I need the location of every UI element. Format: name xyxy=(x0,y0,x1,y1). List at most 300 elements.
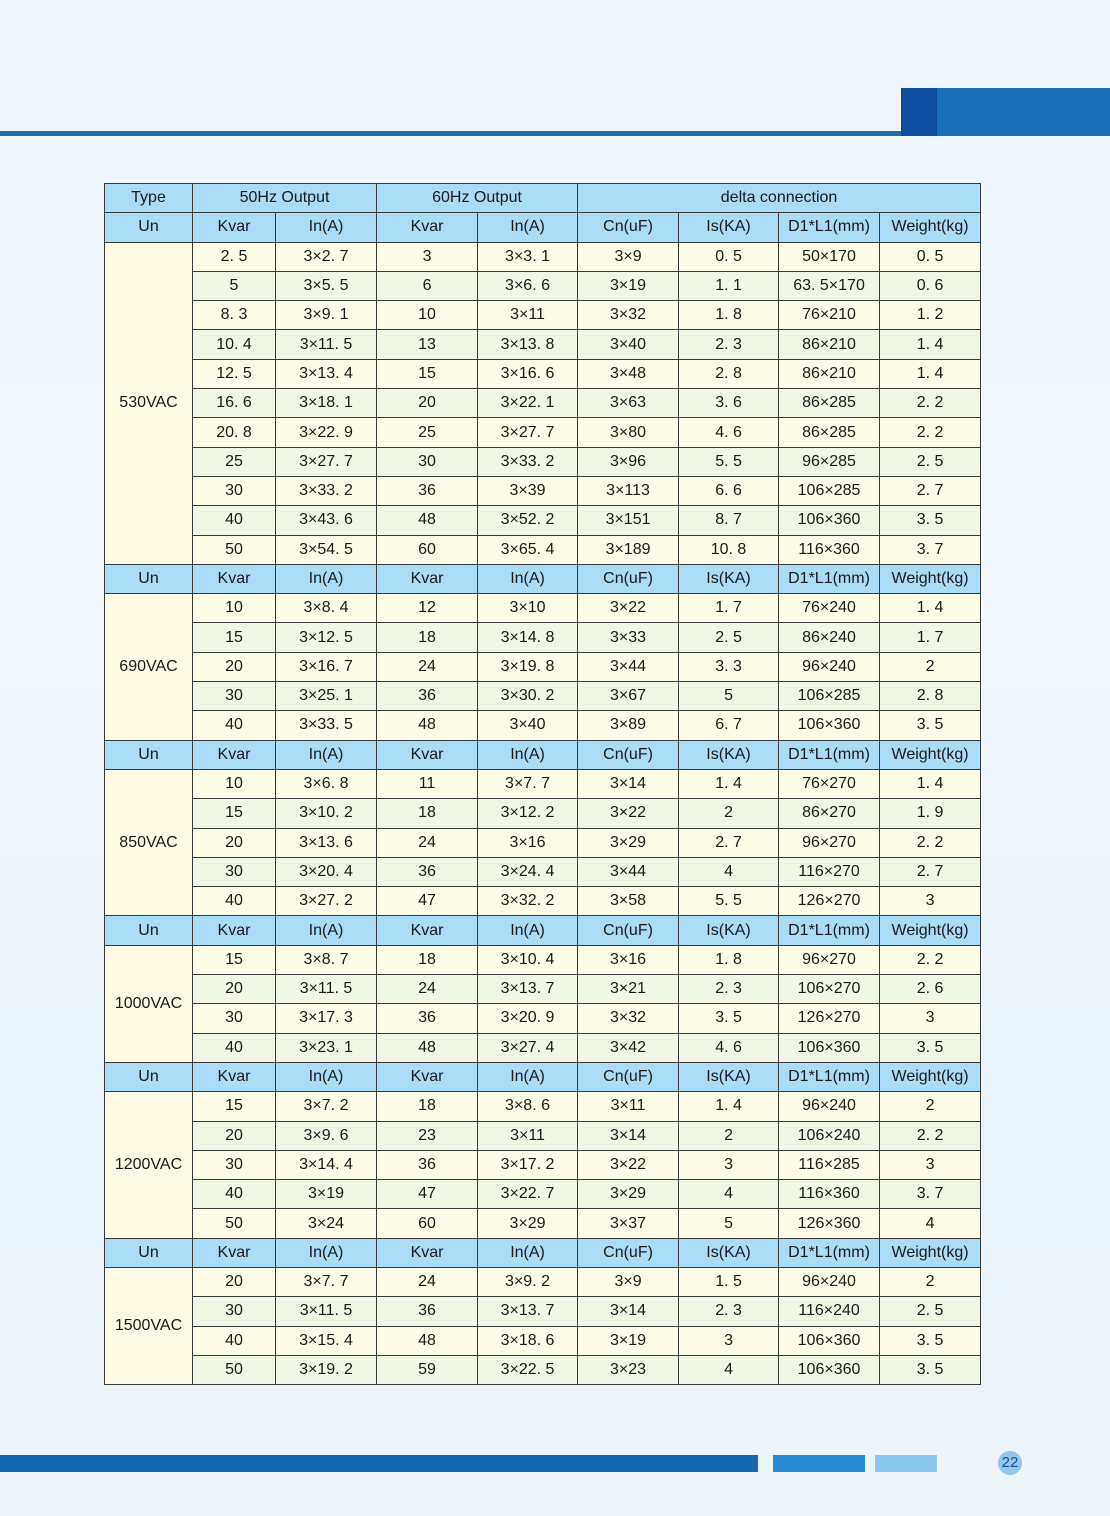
cell-is: 2. 5 xyxy=(679,623,779,652)
cell-d1-l1: 106×270 xyxy=(779,975,880,1004)
cell-is: 1. 7 xyxy=(679,594,779,623)
cell-is: 4. 6 xyxy=(679,418,779,447)
cell-kvar-60hz: 24 xyxy=(377,828,478,857)
cell-cn: 3×29 xyxy=(578,1180,679,1209)
voltage-rating: 850VAC xyxy=(105,769,193,915)
subheader-in-60hz: In(A) xyxy=(478,213,578,242)
cell-kvar-50hz: 2. 5 xyxy=(193,242,276,271)
cell-in-60hz: 3×24. 4 xyxy=(478,857,578,886)
table-row xyxy=(105,535,981,564)
cell-d1-l1: 76×240 xyxy=(779,594,880,623)
cell-cn: 3×37 xyxy=(578,1209,679,1238)
cell-d1-l1: 96×240 xyxy=(779,1092,880,1121)
cell-is: 1. 4 xyxy=(679,1092,779,1121)
subheader-is: Is(KA) xyxy=(679,1238,779,1267)
cell-is: 1. 8 xyxy=(679,301,779,330)
table-row xyxy=(105,1297,981,1326)
table-row xyxy=(105,594,981,623)
cell-cn: 3×63 xyxy=(578,389,679,418)
cell-weight: 1. 4 xyxy=(880,594,981,623)
subheader-in-50hz: In(A) xyxy=(276,916,377,945)
cell-cn: 3×29 xyxy=(578,828,679,857)
cell-weight: 1. 4 xyxy=(880,769,981,798)
cell-in-50hz: 3×24 xyxy=(276,1209,377,1238)
cell-weight: 3 xyxy=(880,1004,981,1033)
table-row xyxy=(105,359,981,388)
table-row xyxy=(105,1209,981,1238)
cell-kvar-60hz: 36 xyxy=(377,1150,478,1179)
sub-header-row xyxy=(105,916,981,945)
cell-cn: 3×16 xyxy=(578,945,679,974)
cell-d1-l1: 86×210 xyxy=(779,330,880,359)
cell-weight: 2. 2 xyxy=(880,389,981,418)
cell-d1-l1: 50×170 xyxy=(779,242,880,271)
cell-kvar-60hz: 13 xyxy=(377,330,478,359)
cell-d1-l1: 96×240 xyxy=(779,1267,880,1296)
subheader-kvar-50hz: Kvar xyxy=(193,740,276,769)
cell-in-60hz: 3×39 xyxy=(478,476,578,505)
cell-in-50hz: 3×13. 4 xyxy=(276,359,377,388)
cell-kvar-50hz: 25 xyxy=(193,447,276,476)
cell-cn: 3×22 xyxy=(578,594,679,623)
cell-in-60hz: 3×13. 7 xyxy=(478,975,578,1004)
cell-d1-l1: 116×270 xyxy=(779,857,880,886)
cell-kvar-60hz: 48 xyxy=(377,1326,478,1355)
header-rule xyxy=(0,131,902,136)
cell-kvar-50hz: 10 xyxy=(193,594,276,623)
cell-kvar-60hz: 24 xyxy=(377,975,478,1004)
voltage-rating: 1000VAC xyxy=(105,945,193,1062)
cell-weight: 2. 2 xyxy=(880,418,981,447)
cell-in-50hz: 3×12. 5 xyxy=(276,623,377,652)
subheader-kvar-60hz: Kvar xyxy=(377,1238,478,1267)
cell-kvar-50hz: 10. 4 xyxy=(193,330,276,359)
cell-is: 5 xyxy=(679,682,779,711)
subheader-is: Is(KA) xyxy=(679,1062,779,1091)
header-50hz-output: 50Hz Output xyxy=(193,184,377,213)
table-row xyxy=(105,711,981,740)
cell-cn: 3×9 xyxy=(578,242,679,271)
cell-d1-l1: 106×360 xyxy=(779,711,880,740)
subheader-cn: Cn(uF) xyxy=(578,1062,679,1091)
sub-header-row xyxy=(105,1238,981,1267)
cell-d1-l1: 106×240 xyxy=(779,1121,880,1150)
cell-d1-l1: 116×360 xyxy=(779,1180,880,1209)
cell-kvar-50hz: 30 xyxy=(193,682,276,711)
table-row xyxy=(105,652,981,681)
cell-in-50hz: 3×7. 2 xyxy=(276,1092,377,1121)
subheader-in-60hz: In(A) xyxy=(478,916,578,945)
cell-kvar-50hz: 15 xyxy=(193,623,276,652)
cell-is: 1. 1 xyxy=(679,271,779,300)
cell-d1-l1: 86×285 xyxy=(779,389,880,418)
subheader-in-50hz: In(A) xyxy=(276,564,377,593)
cell-kvar-60hz: 24 xyxy=(377,652,478,681)
subheader-in-50hz: In(A) xyxy=(276,1238,377,1267)
table-row xyxy=(105,271,981,300)
subheader-in-50hz: In(A) xyxy=(276,740,377,769)
cell-in-60hz: 3×27. 4 xyxy=(478,1033,578,1062)
cell-d1-l1: 76×270 xyxy=(779,769,880,798)
cell-weight: 3. 5 xyxy=(880,1033,981,1062)
subheader-d1-l1: D1*L1(mm) xyxy=(779,916,880,945)
cell-kvar-60hz: 18 xyxy=(377,623,478,652)
table-row xyxy=(105,887,981,916)
cell-kvar-50hz: 20. 8 xyxy=(193,418,276,447)
cell-in-60hz: 3×18. 6 xyxy=(478,1326,578,1355)
cell-is: 2 xyxy=(679,799,779,828)
cell-is: 2. 7 xyxy=(679,828,779,857)
page-number: 22 xyxy=(998,1451,1022,1475)
cell-kvar-50hz: 15 xyxy=(193,799,276,828)
cell-kvar-60hz: 36 xyxy=(377,682,478,711)
table-row xyxy=(105,1150,981,1179)
cell-kvar-50hz: 5 xyxy=(193,271,276,300)
cell-d1-l1: 86×285 xyxy=(779,418,880,447)
table-row xyxy=(105,447,981,476)
cell-in-50hz: 3×54. 5 xyxy=(276,535,377,564)
subheader-kvar-50hz: Kvar xyxy=(193,1062,276,1091)
cell-in-50hz: 3×6. 8 xyxy=(276,769,377,798)
cell-is: 5 xyxy=(679,1209,779,1238)
cell-cn: 3×21 xyxy=(578,975,679,1004)
cell-weight: 2. 6 xyxy=(880,975,981,1004)
voltage-rating: 1500VAC xyxy=(105,1267,193,1384)
subheader-un: Un xyxy=(105,1062,193,1091)
cell-kvar-50hz: 20 xyxy=(193,1121,276,1150)
table-body xyxy=(105,184,981,1385)
cell-in-60hz: 3×17. 2 xyxy=(478,1150,578,1179)
cell-d1-l1: 106×285 xyxy=(779,476,880,505)
subheader-cn: Cn(uF) xyxy=(578,1238,679,1267)
subheader-d1-l1: D1*L1(mm) xyxy=(779,1238,880,1267)
cell-kvar-50hz: 50 xyxy=(193,1355,276,1384)
cell-kvar-50hz: 10 xyxy=(193,769,276,798)
cell-d1-l1: 86×210 xyxy=(779,359,880,388)
cell-kvar-50hz: 50 xyxy=(193,535,276,564)
cell-in-60hz: 3×33. 2 xyxy=(478,447,578,476)
cell-is: 10. 8 xyxy=(679,535,779,564)
cell-kvar-60hz: 48 xyxy=(377,506,478,535)
cell-kvar-60hz: 23 xyxy=(377,1121,478,1150)
table-row xyxy=(105,799,981,828)
cell-in-50hz: 3×11. 5 xyxy=(276,1297,377,1326)
subheader-in-50hz: In(A) xyxy=(276,1062,377,1091)
cell-is: 3. 6 xyxy=(679,389,779,418)
cell-in-50hz: 3×33. 2 xyxy=(276,476,377,505)
cell-is: 2. 3 xyxy=(679,975,779,1004)
cell-kvar-50hz: 30 xyxy=(193,1004,276,1033)
cell-in-50hz: 3×9. 1 xyxy=(276,301,377,330)
cell-cn: 3×32 xyxy=(578,1004,679,1033)
cell-kvar-60hz: 60 xyxy=(377,1209,478,1238)
cell-kvar-60hz: 48 xyxy=(377,711,478,740)
cell-kvar-60hz: 10 xyxy=(377,301,478,330)
header-accent-block xyxy=(937,88,1110,136)
cell-d1-l1: 116×240 xyxy=(779,1297,880,1326)
cell-d1-l1: 106×360 xyxy=(779,1033,880,1062)
cell-d1-l1: 106×360 xyxy=(779,1355,880,1384)
cell-d1-l1: 96×270 xyxy=(779,828,880,857)
cell-d1-l1: 116×360 xyxy=(779,535,880,564)
cell-is: 2. 3 xyxy=(679,1297,779,1326)
subheader-kvar-50hz: Kvar xyxy=(193,1238,276,1267)
cell-d1-l1: 126×360 xyxy=(779,1209,880,1238)
cell-d1-l1: 86×240 xyxy=(779,623,880,652)
subheader-in-60hz: In(A) xyxy=(478,740,578,769)
header-type: Type xyxy=(105,184,193,213)
cell-weight: 2. 2 xyxy=(880,1121,981,1150)
cell-cn: 3×80 xyxy=(578,418,679,447)
cell-in-50hz: 3×14. 4 xyxy=(276,1150,377,1179)
subheader-cn: Cn(uF) xyxy=(578,916,679,945)
cell-in-50hz: 3×8. 4 xyxy=(276,594,377,623)
cell-in-60hz: 3×29 xyxy=(478,1209,578,1238)
cell-cn: 3×23 xyxy=(578,1355,679,1384)
subheader-is: Is(KA) xyxy=(679,213,779,242)
cell-kvar-60hz: 59 xyxy=(377,1355,478,1384)
cell-cn: 3×22 xyxy=(578,1150,679,1179)
cell-in-60hz: 3×19. 8 xyxy=(478,652,578,681)
subheader-in-60hz: In(A) xyxy=(478,1062,578,1091)
cell-is: 4 xyxy=(679,1180,779,1209)
table-row xyxy=(105,301,981,330)
table-row xyxy=(105,1004,981,1033)
subheader-weight: Weight(kg) xyxy=(880,916,981,945)
cell-kvar-50hz: 20 xyxy=(193,828,276,857)
table-row xyxy=(105,1180,981,1209)
subheader-kvar-60hz: Kvar xyxy=(377,1062,478,1091)
cell-in-50hz: 3×27. 2 xyxy=(276,887,377,916)
cell-is: 3 xyxy=(679,1326,779,1355)
cell-cn: 3×89 xyxy=(578,711,679,740)
cell-cn: 3×22 xyxy=(578,799,679,828)
subheader-is: Is(KA) xyxy=(679,740,779,769)
cell-weight: 3. 7 xyxy=(880,1180,981,1209)
cell-in-60hz: 3×22. 1 xyxy=(478,389,578,418)
table-row xyxy=(105,476,981,505)
sub-header-row xyxy=(105,740,981,769)
cell-weight: 2. 5 xyxy=(880,447,981,476)
cell-in-50hz: 3×5. 5 xyxy=(276,271,377,300)
cell-cn: 3×42 xyxy=(578,1033,679,1062)
subheader-is: Is(KA) xyxy=(679,916,779,945)
cell-in-50hz: 3×23. 1 xyxy=(276,1033,377,1062)
cell-kvar-60hz: 18 xyxy=(377,799,478,828)
cell-kvar-60hz: 30 xyxy=(377,447,478,476)
cell-kvar-60hz: 6 xyxy=(377,271,478,300)
cell-cn: 3×19 xyxy=(578,1326,679,1355)
table-row xyxy=(105,1326,981,1355)
cell-kvar-50hz: 20 xyxy=(193,1267,276,1296)
table-row xyxy=(105,623,981,652)
cell-is: 3 xyxy=(679,1150,779,1179)
cell-is: 2. 8 xyxy=(679,359,779,388)
cell-kvar-50hz: 50 xyxy=(193,1209,276,1238)
cell-kvar-60hz: 18 xyxy=(377,945,478,974)
cell-in-60hz: 3×22. 5 xyxy=(478,1355,578,1384)
cell-in-50hz: 3×11. 5 xyxy=(276,975,377,1004)
cell-cn: 3×40 xyxy=(578,330,679,359)
header-accent-dark xyxy=(901,88,938,136)
cell-in-60hz: 3×13. 7 xyxy=(478,1297,578,1326)
table-row xyxy=(105,389,981,418)
cell-in-60hz: 3×32. 2 xyxy=(478,887,578,916)
cell-kvar-60hz: 12 xyxy=(377,594,478,623)
cell-kvar-50hz: 40 xyxy=(193,887,276,916)
cell-is: 0. 5 xyxy=(679,242,779,271)
table-row xyxy=(105,769,981,798)
table-row xyxy=(105,1092,981,1121)
table-row xyxy=(105,1033,981,1062)
subheader-kvar-60hz: Kvar xyxy=(377,564,478,593)
cell-weight: 0. 5 xyxy=(880,242,981,271)
cell-kvar-50hz: 40 xyxy=(193,1326,276,1355)
cell-d1-l1: 126×270 xyxy=(779,1004,880,1033)
sub-header-row xyxy=(105,213,981,242)
cell-kvar-50hz: 30 xyxy=(193,857,276,886)
cell-in-60hz: 3×65. 4 xyxy=(478,535,578,564)
cell-is: 1. 8 xyxy=(679,945,779,974)
cell-in-50hz: 3×43. 6 xyxy=(276,506,377,535)
cell-kvar-60hz: 11 xyxy=(377,769,478,798)
subheader-kvar-50hz: Kvar xyxy=(193,564,276,593)
cell-weight: 1. 2 xyxy=(880,301,981,330)
footer-rule xyxy=(0,1455,758,1472)
cell-in-50hz: 3×27. 7 xyxy=(276,447,377,476)
subheader-weight: Weight(kg) xyxy=(880,1238,981,1267)
cell-cn: 3×67 xyxy=(578,682,679,711)
cell-kvar-50hz: 8. 3 xyxy=(193,301,276,330)
cell-cn: 3×33 xyxy=(578,623,679,652)
subheader-un: Un xyxy=(105,564,193,593)
cell-weight: 3 xyxy=(880,1150,981,1179)
table-row xyxy=(105,418,981,447)
cell-weight: 2 xyxy=(880,1092,981,1121)
cell-in-60hz: 3×9. 2 xyxy=(478,1267,578,1296)
cell-in-60hz: 3×3. 1 xyxy=(478,242,578,271)
top-header-row xyxy=(105,184,981,213)
subheader-kvar-60hz: Kvar xyxy=(377,213,478,242)
cell-weight: 2. 2 xyxy=(880,828,981,857)
cell-cn: 3×44 xyxy=(578,652,679,681)
cell-in-50hz: 3×17. 3 xyxy=(276,1004,377,1033)
cell-is: 5. 5 xyxy=(679,887,779,916)
cell-in-50hz: 3×9. 6 xyxy=(276,1121,377,1150)
cell-kvar-50hz: 12. 5 xyxy=(193,359,276,388)
cell-weight: 2 xyxy=(880,1267,981,1296)
cell-is: 3. 3 xyxy=(679,652,779,681)
cell-in-60hz: 3×11 xyxy=(478,1121,578,1150)
cell-kvar-60hz: 36 xyxy=(377,1004,478,1033)
table-row xyxy=(105,242,981,271)
cell-weight: 3. 7 xyxy=(880,535,981,564)
cell-kvar-50hz: 40 xyxy=(193,711,276,740)
cell-in-60hz: 3×14. 8 xyxy=(478,623,578,652)
cell-kvar-60hz: 60 xyxy=(377,535,478,564)
cell-in-60hz: 3×13. 8 xyxy=(478,330,578,359)
cell-kvar-50hz: 20 xyxy=(193,652,276,681)
cell-is: 1. 5 xyxy=(679,1267,779,1296)
voltage-rating: 690VAC xyxy=(105,594,193,740)
cell-is: 4 xyxy=(679,1355,779,1384)
cell-weight: 2 xyxy=(880,652,981,681)
cell-d1-l1: 63. 5×170 xyxy=(779,271,880,300)
cell-weight: 0. 6 xyxy=(880,271,981,300)
subheader-d1-l1: D1*L1(mm) xyxy=(779,213,880,242)
cell-in-60hz: 3×16 xyxy=(478,828,578,857)
subheader-un: Un xyxy=(105,740,193,769)
cell-cn: 3×96 xyxy=(578,447,679,476)
subheader-cn: Cn(uF) xyxy=(578,564,679,593)
subheader-d1-l1: D1*L1(mm) xyxy=(779,1062,880,1091)
table-row xyxy=(105,857,981,886)
cell-d1-l1: 96×270 xyxy=(779,945,880,974)
cell-is: 3. 5 xyxy=(679,1004,779,1033)
cell-is: 6. 6 xyxy=(679,476,779,505)
table-row xyxy=(105,1355,981,1384)
table-row xyxy=(105,1121,981,1150)
subheader-weight: Weight(kg) xyxy=(880,1062,981,1091)
cell-kvar-50hz: 40 xyxy=(193,1033,276,1062)
cell-kvar-50hz: 20 xyxy=(193,975,276,1004)
cell-in-60hz: 3×10 xyxy=(478,594,578,623)
cell-weight: 1. 7 xyxy=(880,623,981,652)
subheader-un: Un xyxy=(105,916,193,945)
subheader-un: Un xyxy=(105,1238,193,1267)
cell-kvar-60hz: 36 xyxy=(377,1297,478,1326)
cell-kvar-50hz: 16. 6 xyxy=(193,389,276,418)
cell-cn: 3×9 xyxy=(578,1267,679,1296)
cell-is: 8. 7 xyxy=(679,506,779,535)
subheader-kvar-60hz: Kvar xyxy=(377,740,478,769)
header-delta-connection: delta connection xyxy=(578,184,981,213)
cell-cn: 3×11 xyxy=(578,1092,679,1121)
cell-kvar-50hz: 30 xyxy=(193,1297,276,1326)
subheader-kvar-50hz: Kvar xyxy=(193,213,276,242)
cell-in-50hz: 3×18. 1 xyxy=(276,389,377,418)
cell-in-60hz: 3×8. 6 xyxy=(478,1092,578,1121)
cell-weight: 4 xyxy=(880,1209,981,1238)
cell-in-50hz: 3×2. 7 xyxy=(276,242,377,271)
cell-is: 1. 4 xyxy=(679,769,779,798)
cell-kvar-60hz: 3 xyxy=(377,242,478,271)
cell-cn: 3×151 xyxy=(578,506,679,535)
subheader-cn: Cn(uF) xyxy=(578,213,679,242)
cell-cn: 3×19 xyxy=(578,271,679,300)
subheader-kvar-50hz: Kvar xyxy=(193,916,276,945)
subheader-weight: Weight(kg) xyxy=(880,564,981,593)
cell-is: 2. 3 xyxy=(679,330,779,359)
cell-weight: 2. 7 xyxy=(880,476,981,505)
table-row xyxy=(105,945,981,974)
cell-d1-l1: 106×360 xyxy=(779,1326,880,1355)
capacitor-spec-table xyxy=(104,183,981,1385)
cell-cn: 3×14 xyxy=(578,1297,679,1326)
cell-kvar-60hz: 25 xyxy=(377,418,478,447)
cell-weight: 1. 9 xyxy=(880,799,981,828)
cell-in-50hz: 3×22. 9 xyxy=(276,418,377,447)
cell-is: 2 xyxy=(679,1121,779,1150)
cell-weight: 1. 4 xyxy=(880,330,981,359)
cell-d1-l1: 96×240 xyxy=(779,652,880,681)
cell-in-50hz: 3×19. 2 xyxy=(276,1355,377,1384)
subheader-in-50hz: In(A) xyxy=(276,213,377,242)
cell-kvar-50hz: 30 xyxy=(193,1150,276,1179)
sub-header-row xyxy=(105,564,981,593)
cell-weight: 2. 8 xyxy=(880,682,981,711)
table-row xyxy=(105,330,981,359)
